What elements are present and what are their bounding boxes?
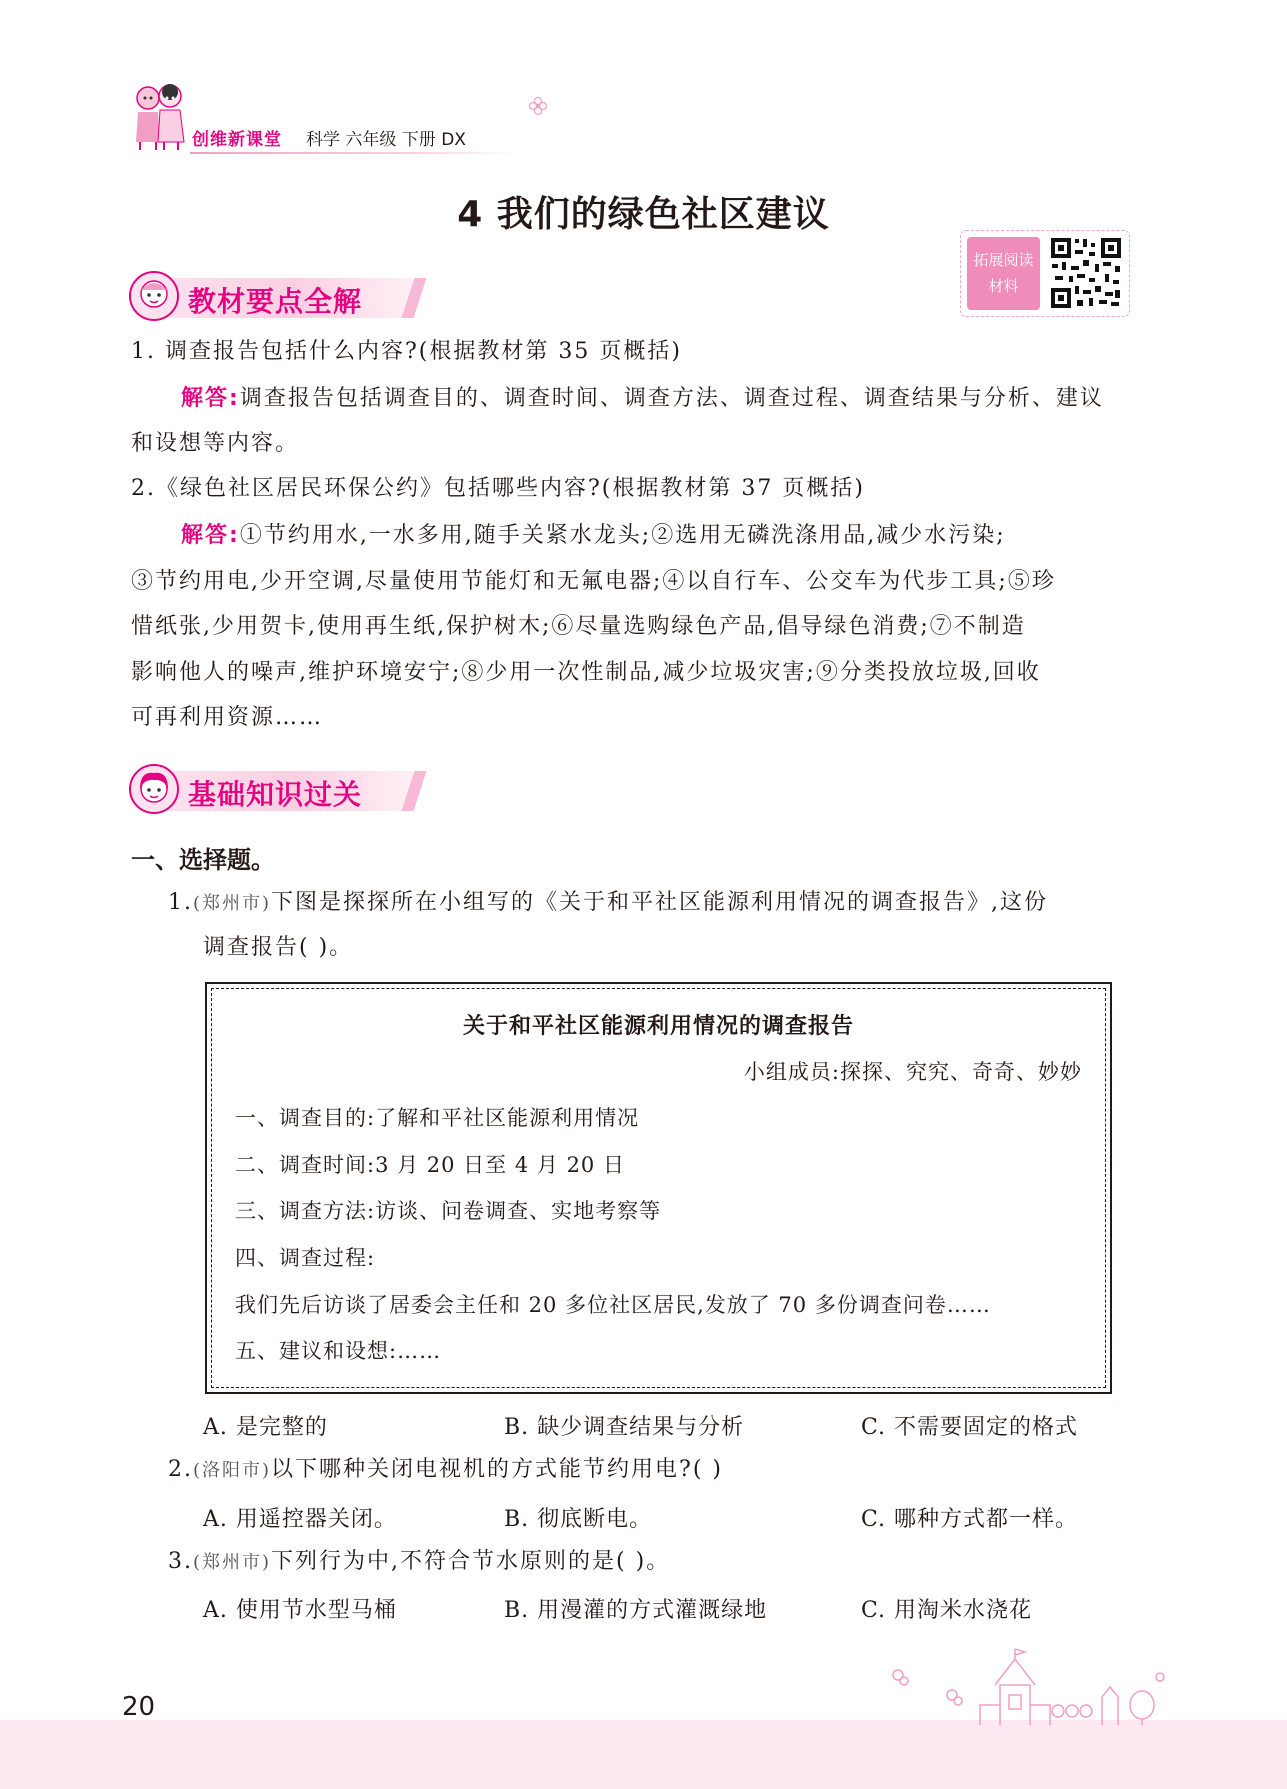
question-source: (洛阳市) xyxy=(193,1460,272,1481)
section-banner-basic-knowledge xyxy=(128,763,418,815)
mc-question-2 xyxy=(168,1455,723,1486)
answer-2-line-1 xyxy=(181,521,1006,551)
report-item: 二、调查时间:3 月 20 日至 4 月 20 日 xyxy=(235,1153,625,1177)
report-item: 一、调查目的:了解和平社区能源利用情况 xyxy=(235,1106,640,1130)
report-members: 小组成员:探探、究究、奇奇、妙妙 xyxy=(743,1060,1082,1084)
section-heading: 基础知识过关 xyxy=(188,778,363,811)
question-text: 以下哪种关闭电视机的方式能节约用电?( ) xyxy=(271,1457,724,1482)
answer-2-line-4: 影响他人的噪声,维护环境安宁;⑧少用一次性制品,减少垃圾灾害;⑨分类投放垃圾,回收 xyxy=(131,660,1041,685)
question-1: 1. 调查报告包括什么内容?(根据教材第 35 页概括) xyxy=(131,339,682,364)
qr-label xyxy=(967,237,1040,310)
answer-2-line-2: ③节约用电,少开空调,尽量使用节能灯和无氟电器;④以自行车、公交车为代步工具;⑤珍 xyxy=(131,569,1056,594)
report-title: 关于和平社区能源利用情况的调查报告 xyxy=(462,1014,854,1039)
mc-question-1 xyxy=(168,888,1048,919)
page-title: 4 我们的绿色社区建议 xyxy=(457,194,830,235)
answer-label: 解答: xyxy=(181,386,240,411)
question-source: (郑州市) xyxy=(193,1552,272,1573)
answer-2-line-3: 惜纸张,少用贺卡,使用再生纸,保护树木;⑥尽量选购绿色产品,倡导绿色消费;⑦不制造 xyxy=(131,614,1026,639)
qr-code-icon[interactable] xyxy=(1049,236,1123,310)
question-text: 下图是探探所在小组写的《关于和平社区能源利用情况的调查报告》,这份 xyxy=(271,890,1049,915)
answer-1-text: 调查报告包括调查目的、调查时间、调查方法、调查过程、调查结果与分析、建议 xyxy=(239,386,1104,411)
qr-label-line1: 拓展阅读 xyxy=(973,251,1034,269)
report-item: 四、调查过程: xyxy=(235,1246,376,1270)
mc-question-3 xyxy=(168,1547,670,1578)
qr-panel xyxy=(960,230,1130,317)
book-info: 科学 六年级 下册 DX xyxy=(306,130,466,150)
kids-mascot-icon xyxy=(128,82,190,152)
q1-option-c[interactable]: C. 不需要固定的格式 xyxy=(861,1415,1079,1440)
question-2: 2.《绿色社区居民环保公约》包括哪些内容?(根据教材第 37 页概括) xyxy=(131,476,865,501)
report-item: 五、建议和设想:…… xyxy=(235,1339,442,1363)
survey-report-box xyxy=(205,982,1112,1394)
choice-questions-heading: 一、选择题。 xyxy=(131,846,275,874)
flower-icon xyxy=(528,96,548,116)
boy-avatar-icon xyxy=(128,270,180,322)
section-heading: 教材要点全解 xyxy=(188,285,363,318)
report-item: 三、调查方法:访谈、问卷调查、实地考察等 xyxy=(235,1199,662,1223)
answer-1-line-2: 和设想等内容。 xyxy=(131,431,300,456)
q1-option-b[interactable]: B. 缺少调查结果与分析 xyxy=(504,1415,745,1440)
answer-2-text: ①节约用水,一水多用,随手关紧水龙头;②选用无磷洗涤用品,减少水污染; xyxy=(239,523,1006,548)
q1-option-a[interactable]: A. 是完整的 xyxy=(203,1415,328,1440)
question-source: (郑州市) xyxy=(193,893,272,914)
question-number: 1. xyxy=(168,890,193,915)
answer-1-line-1 xyxy=(181,384,1104,414)
report-item: 我们先后访谈了居委会主任和 20 多位社区居民,发放了 70 多份调查问卷…… xyxy=(235,1293,991,1317)
answer-2-line-5: 可再利用资源…… xyxy=(131,705,324,730)
q3-option-a[interactable]: A. 使用节水型马桶 xyxy=(203,1598,397,1623)
question-number: 3. xyxy=(168,1549,193,1574)
q2-option-b[interactable]: B. 彻底断电。 xyxy=(504,1507,653,1532)
q2-option-c[interactable]: C. 哪种方式都一样。 xyxy=(861,1507,1079,1532)
brand-name: 创维新课堂 xyxy=(192,130,282,150)
qr-label-line2: 材料 xyxy=(988,277,1019,295)
girl-avatar-icon xyxy=(128,763,180,815)
header-divider xyxy=(190,152,520,154)
section-banner-key-points xyxy=(128,270,418,322)
q3-option-c[interactable]: C. 用淘米水浇花 xyxy=(861,1598,1033,1623)
castle-decoration-icon xyxy=(880,1645,1170,1725)
page-header xyxy=(128,82,1128,162)
q3-option-b[interactable]: B. 用漫灌的方式灌溉绿地 xyxy=(504,1598,768,1623)
mc-question-1-line-2: 调查报告( )。 xyxy=(203,935,354,960)
page-number: 20 xyxy=(122,1692,156,1722)
question-text: 下列行为中,不符合节水原则的是( )。 xyxy=(271,1549,671,1574)
footer-band xyxy=(0,1720,1287,1789)
answer-label: 解答: xyxy=(181,523,240,548)
q2-option-a[interactable]: A. 用遥控器关闭。 xyxy=(203,1507,397,1532)
question-number: 2. xyxy=(168,1457,193,1482)
